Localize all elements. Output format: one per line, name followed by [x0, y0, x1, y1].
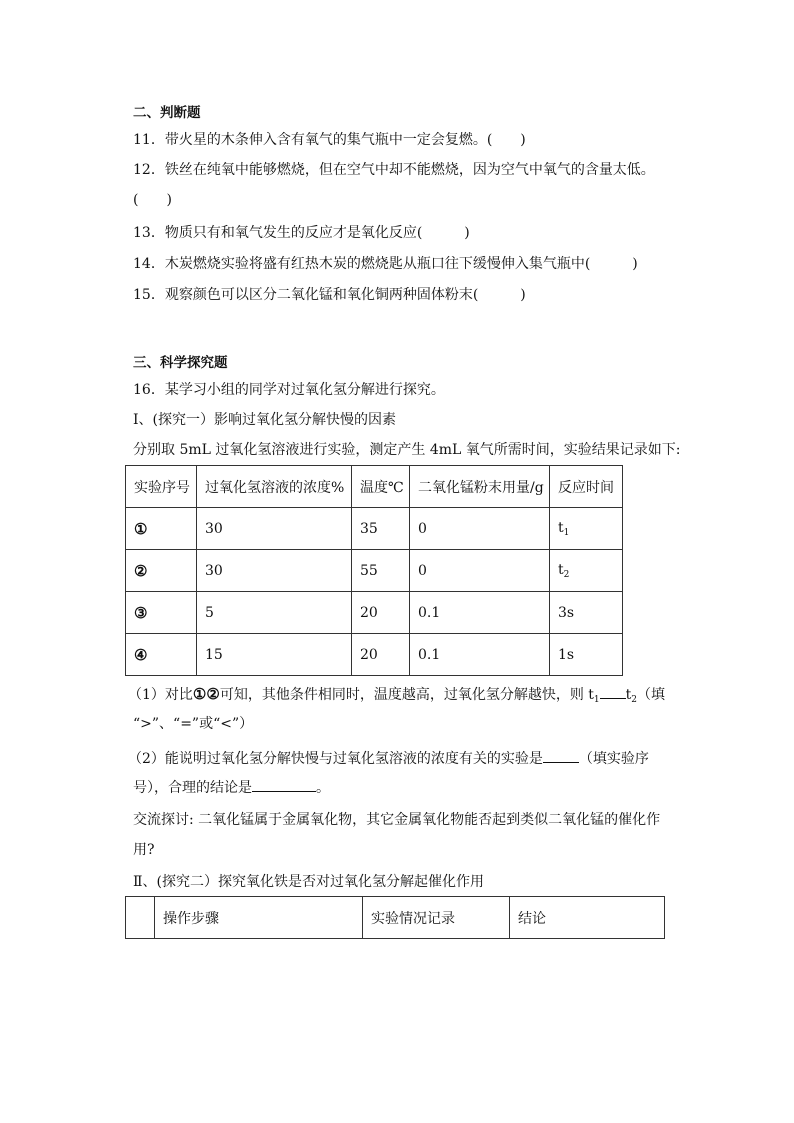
experiment-table	[125, 465, 623, 676]
discussion-line2: 用?	[133, 842, 155, 858]
table-row	[126, 634, 623, 676]
header-cell: 操作步骤	[155, 897, 363, 939]
sub2-fill: （填实验序	[578, 751, 649, 767]
sub-question-2-line1	[128, 748, 649, 769]
sub1-fill: （填	[637, 687, 666, 703]
sub1-prefix: （1）对比	[128, 687, 193, 703]
discussion-line1: 交流探讨: 二氧化锰属于金属氧化物，其它金属氧化物能否起到类似二氧化锰的催化作	[133, 812, 661, 828]
time-var: t	[558, 519, 564, 536]
sub1-t2-var: t	[625, 687, 632, 703]
table-cell: ③	[126, 592, 197, 634]
question-11: 11．带火星的木条伸入含有氧气的集气瓶中一定会复燃。( )	[133, 132, 526, 148]
header-cell: 实验情况记录	[363, 897, 510, 939]
answer-blank[interactable]	[543, 748, 579, 763]
sub1-t1-subscript: 1	[593, 695, 600, 705]
table-cell: 55	[352, 550, 410, 592]
table-cell: 0	[410, 508, 550, 550]
sub1-compare: ①②	[192, 685, 220, 703]
table-header-row	[126, 466, 623, 508]
question-16-intro: 16．某学习小组的同学对过氧化氢分解进行探究。	[133, 382, 445, 398]
sub1-text: 可知，其他条件相同时，温度越高，过氧化氢分解越快，则 t	[219, 687, 594, 703]
header-cell: 实验序号	[126, 466, 197, 508]
part1-description: 分别取 5mL 过氧化氢溶液进行实验，测定产生 4mL 氧气所需时间，实验结果记录如下:	[133, 442, 681, 458]
table-header-row	[126, 897, 665, 939]
sub-question-1-line1	[128, 684, 665, 710]
question-12-line2: ( )	[133, 192, 172, 208]
time-var: t	[558, 561, 564, 578]
sub2-text2: 号），合理的结论是	[133, 780, 252, 796]
table-cell: ④	[126, 634, 197, 676]
sub2-text: （2）能说明过氧化氢分解快慢与过氧化氢溶液的浓度有关的实验是	[128, 751, 543, 767]
part2-title: Ⅱ、(探究二）探究氧化铁是否对过氧化氢分解起催化作用	[133, 874, 484, 890]
table-row	[126, 550, 623, 592]
header-cell: 过氧化氢溶液的浓度%	[197, 466, 352, 508]
header-cell: 结论	[510, 897, 665, 939]
table-cell: 20	[352, 592, 410, 634]
table-row	[126, 508, 623, 550]
answer-blank[interactable]	[600, 684, 626, 699]
section-heading-judgment: 二、判断题	[133, 105, 201, 121]
table-cell	[550, 550, 623, 592]
table-cell: 0.1	[410, 634, 550, 676]
sub1-t2-subscript: 2	[631, 695, 638, 705]
sub2-end: 。	[316, 780, 330, 796]
time-subscript: 1	[563, 527, 570, 538]
header-cell: 二氧化锰粉末用量/g	[410, 466, 550, 508]
table-cell: ②	[126, 550, 197, 592]
answer-blank[interactable]	[252, 777, 316, 792]
part1-title: Ⅰ、(探究一）影响过氧化氢分解快慢的因素	[133, 412, 396, 428]
table-cell: 0	[410, 550, 550, 592]
table-cell: 15	[197, 634, 352, 676]
question-12-line1: 12．铁丝在纯氧中能够燃烧，但在空气中却不能燃烧，因为空气中氧气的含量太低。	[133, 162, 655, 178]
table-cell: 30	[197, 550, 352, 592]
catalyst-table	[125, 896, 665, 939]
table-cell: 5	[197, 592, 352, 634]
table-row	[126, 592, 623, 634]
header-cell: 反应时间	[550, 466, 623, 508]
question-13: 13．物质只有和氧气发生的反应才是氧化反应( )	[133, 225, 470, 241]
table-cell: 30	[197, 508, 352, 550]
table-cell: 0.1	[410, 592, 550, 634]
table-cell: 3s	[550, 592, 623, 634]
header-cell	[126, 897, 155, 939]
time-subscript: 2	[563, 569, 570, 580]
section-heading-inquiry: 三、科学探究题	[133, 355, 228, 371]
table-cell	[550, 508, 623, 550]
sub-question-2-line2	[133, 777, 330, 798]
question-15: 15．观察颜色可以区分二氧化锰和氧化铜两种固体粉末( )	[133, 287, 526, 303]
header-cell: 温度℃	[352, 466, 410, 508]
table-cell: ①	[126, 508, 197, 550]
table-cell: 20	[352, 634, 410, 676]
table-cell: 1s	[550, 634, 623, 676]
question-14: 14．木炭燃烧实验将盛有红热木炭的燃烧匙从瓶口往下缓慢伸入集气瓶中( )	[133, 256, 638, 272]
table-cell: 35	[352, 508, 410, 550]
sub-question-1-line2: “>”、“=”或“<”）	[133, 716, 254, 732]
